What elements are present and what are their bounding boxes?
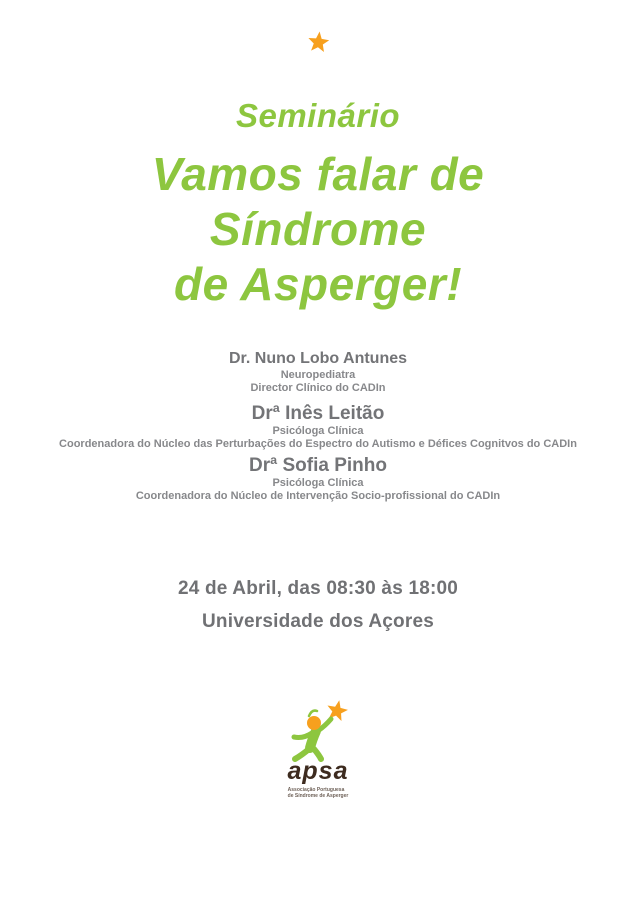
- speaker-detail: Coordenadora do Núcleo das Perturbações do Espectro do Autismo e Défices Cognitvos do CADIn: [59, 437, 577, 450]
- speaker-ines-leitao: [0, 402, 636, 450]
- speaker-role: Psicóloga Clínica: [272, 425, 364, 437]
- logo-wordmark: apsa: [287, 757, 349, 785]
- speaker-sofia-pinho: [0, 454, 636, 502]
- poster-title: [0, 147, 636, 312]
- logo-person-head: [307, 716, 321, 730]
- speaker-name: Drª Inês Leitão: [251, 403, 385, 424]
- title-line-2: Síndrome: [209, 203, 427, 255]
- star-icon: [304, 29, 331, 55]
- apsa-logo: [0, 698, 636, 799]
- event-datetime: 24 de Abril, das 08:30 às 18:00: [177, 578, 459, 599]
- logo-caption-line-1: Associação Portuguesa: [287, 787, 345, 793]
- apsa-figure-icon: [273, 698, 363, 762]
- title-line-1: Vamos falar de: [151, 148, 485, 200]
- speaker-role: Psicóloga Clínica: [272, 477, 364, 489]
- logo-caption: [288, 787, 349, 799]
- speaker-nuno-lobo-antunes: [0, 349, 636, 394]
- speaker-detail: Director Clínico do CADIn: [250, 381, 386, 394]
- logo-caption-line-2: de Síndrome de Asperger: [287, 793, 349, 799]
- speaker-name: Drª Sofia Pinho: [249, 455, 387, 476]
- speaker-detail: Coordenadora do Núcleo de Intervenção Socio-profissional do CADIn: [135, 489, 501, 502]
- seminar-kicker: Seminário: [235, 97, 401, 134]
- title-line-3: de Asperger!: [173, 258, 463, 310]
- speaker-name: Dr. Nuno Lobo Antunes: [228, 350, 408, 367]
- speaker-role: Neuropediatra: [280, 369, 356, 381]
- top-star: [0, 30, 636, 59]
- event-location: Universidade dos Açores: [202, 611, 434, 632]
